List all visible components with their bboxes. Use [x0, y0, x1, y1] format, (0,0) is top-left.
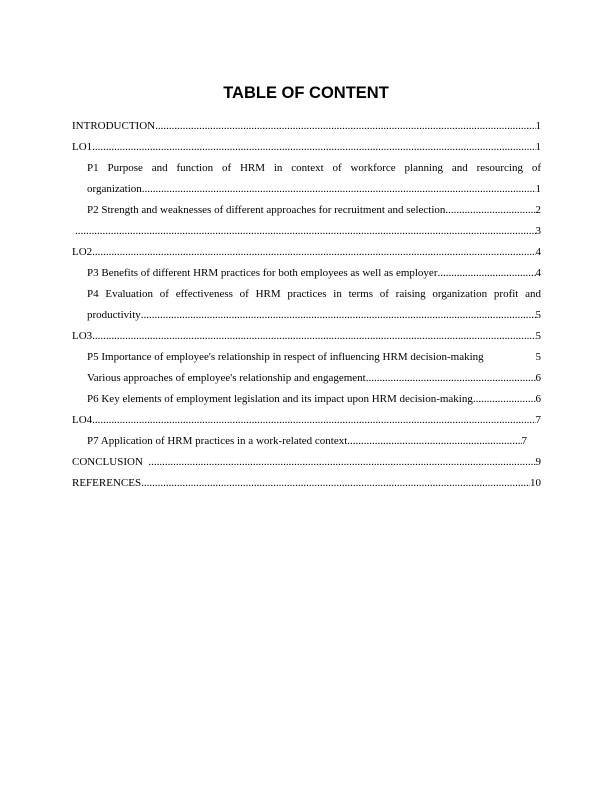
- toc-entry-p6[interactable]: [72, 389, 541, 410]
- toc-leader-dots: [445, 200, 535, 221]
- toc-entry-page: 1: [535, 183, 541, 195]
- toc-entry-page: 2: [535, 204, 541, 216]
- toc-entry-page: 10: [530, 477, 541, 489]
- toc-leader-dots: [366, 368, 536, 389]
- toc-entry-page: 6: [535, 372, 541, 384]
- toc-entry-introduction[interactable]: [72, 116, 541, 137]
- toc-entry-label: P2 Strength and weaknesses of different approaches for recruitment and selection: [87, 204, 446, 216]
- toc-entry-p3[interactable]: [72, 263, 541, 284]
- toc-entry-p4-line1[interactable]: [72, 284, 541, 305]
- toc-entry-label: P4 Evaluation of effectiveness of HRM practices in terms of raising organization profit and: [87, 288, 541, 300]
- toc-entry-page: 5: [535, 309, 541, 321]
- toc-entry-page: 1: [535, 120, 541, 132]
- toc-entry-p5[interactable]: [72, 347, 541, 368]
- toc-entry-conclusion[interactable]: [72, 452, 541, 473]
- toc-leader-dots: [92, 326, 535, 347]
- toc-entry-label: LO2: [72, 246, 93, 258]
- toc-entry-p7[interactable]: [72, 431, 541, 452]
- toc-leader-dots: [148, 452, 535, 473]
- toc-leader-dots: [92, 242, 535, 263]
- toc-entry-label: P6 Key elements of employment legislation and its impact upon HRM decision-making: [87, 393, 473, 405]
- toc-leader-dots: [437, 263, 535, 284]
- toc-entry-label: organization: [87, 183, 142, 195]
- toc-entry-label: REFERENCES: [72, 477, 142, 489]
- toc-entry-label: LO3: [72, 330, 93, 342]
- toc-entry-page: 7: [535, 414, 541, 426]
- toc-leader-dots: [92, 137, 535, 158]
- toc-entry-label: CONCLUSION: [72, 456, 149, 468]
- toc-entry-page: 3: [535, 225, 541, 237]
- toc-entry-references[interactable]: [72, 473, 541, 494]
- toc-entry-page: 9: [535, 456, 541, 468]
- toc-leader-dots: [141, 305, 536, 326]
- toc-entry-label: P1 Purpose and function of HRM in context of workforce planning and resourcing of: [87, 162, 541, 174]
- toc-entry-label: INTRODUCTION: [72, 120, 156, 132]
- toc-leader-dots: [473, 389, 536, 410]
- toc-entry-page: 4: [535, 267, 541, 279]
- toc-entry-page: 5: [535, 330, 541, 342]
- toc-entry-label: LO1: [72, 141, 93, 153]
- toc-entry-label: productivity: [87, 309, 141, 321]
- toc-entry-page: 5: [535, 351, 541, 363]
- toc-entry-engagement[interactable]: [72, 368, 541, 389]
- toc-leader-dots: [142, 179, 536, 200]
- toc-entry-lo1[interactable]: [72, 137, 541, 158]
- toc-leader-dots: [155, 116, 535, 137]
- toc-entry-page: 7: [521, 435, 527, 447]
- toc-entry-lo2[interactable]: [72, 242, 541, 263]
- toc-entry-label: LO4: [72, 414, 93, 426]
- toc-entry-blank[interactable]: [72, 221, 541, 242]
- toc-leader-dots: [347, 431, 521, 452]
- toc-entry-lo4[interactable]: [72, 410, 541, 431]
- toc-entry-label: P5 Importance of employee's relationship in respect of influencing HRM decision-making: [87, 351, 484, 363]
- toc-entry-p4[interactable]: [72, 305, 541, 326]
- toc-entry-p1[interactable]: [72, 179, 541, 200]
- toc-entry-label: Various approaches of employee's relationship and engagement: [87, 372, 366, 384]
- toc-entry-p1-line1[interactable]: [72, 158, 541, 179]
- toc-entry-label: P3 Benefits of different HRM practices for both employees as well as employer: [87, 267, 438, 279]
- toc-entry-page: 1: [535, 141, 541, 153]
- toc-entry-page: 6: [535, 393, 541, 405]
- table-of-contents: [72, 116, 541, 494]
- toc-title: TABLE OF CONTENT: [223, 84, 389, 102]
- toc-entry-label: P7 Application of HRM practices in a work-related context: [87, 435, 348, 447]
- toc-entry-lo3[interactable]: [72, 326, 541, 347]
- toc-entry-page: 4: [535, 246, 541, 258]
- toc-entry-p2[interactable]: [72, 200, 541, 221]
- toc-leader-dots: [92, 410, 535, 431]
- toc-leader-dots: [75, 221, 536, 242]
- toc-leader-dots: [141, 473, 530, 494]
